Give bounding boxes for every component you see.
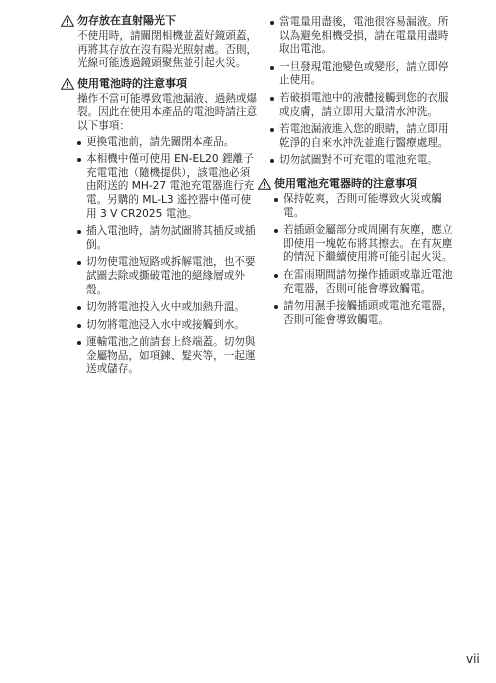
list-item: 在雷雨期間請勿操作插頭或靠近電池充電器，否則可能會導致觸電。 [274,269,458,296]
list-item: 當電量用盡後，電池很容易漏液。所以為避免相機受損，請在電量用盡時取出電池。 [270,16,458,57]
list-item: 插入電池時，請勿試圖將其插反或插倒。 [77,225,259,252]
page-number: vii [466,652,480,666]
list-item: 切勿使電池短路或拆解電池，也不要試圖去除或撕破電池的絕緣層或外殼。 [77,256,259,297]
list-item: 請勿用濕手接觸插頭或電池充電器，否則可能會導致觸電。 [274,300,458,327]
right-column [258,14,458,333]
heading-text: 使用電池時的注意事項 [77,76,187,90]
bullet-list [274,193,458,327]
list-item: 本相機中僅可使用 EN-EL20 鋰離子充電電池（隨機提供），該電池必須由附送的 MH-27 電池充電器進行充電。另購的 ML-L3 遙控器中僅可使用 3 V CR2025 電池。 [77,153,259,221]
heading-text: 勿存放在直射陽光下 [77,14,176,27]
warning-icon [258,178,271,190]
list-item: 若電池漏液進入您的眼睛，請立即用乾淨的自來水沖洗並進行醫療處理。 [270,123,458,150]
section-text: 不使用時，請關閉相機並蓋好鏡頭蓋，再將其存放在沒有陽光照射處。否則，光線可能透過鏡頭聚焦並引起火災。 [77,30,258,70]
warning-icon [61,15,74,27]
list-item: 若插頭金屬部分或周圍有灰塵，應立即使用一塊乾布將其擦去。在有灰塵的情況下繼續使用將可能引起火災。 [274,224,458,265]
list-item: 一旦發現電池變色或變形，請立即停止使用。 [270,61,458,88]
warning-icon [61,78,74,90]
section-heading [258,177,458,191]
list-item: 保持乾爽，否則可能導致火災或觸電。 [274,193,458,220]
list-item: 若破損電池中的液體接觸到您的衣服或皮膚，請立即用大量清水沖洗。 [270,92,458,119]
list-item: 運輸電池之前請套上終端蓋。切勿與金屬物品，如項鍊、髮夾等，一起運送或儲存。 [77,336,259,377]
list-item: 切勿將電池投入火中或加熱升溫。 [77,301,259,315]
left-column [61,14,259,383]
section-heading [61,77,259,91]
list-item: 切勿試圖對不可充電的電池充電。 [270,154,458,168]
section-charger-precautions [258,177,458,327]
bullet-list [77,136,259,378]
list-item: 切勿將電池浸入水中或接觸到水。 [77,319,259,333]
section-battery-precautions [61,77,259,377]
list-item: 更換電池前，請先關閉本產品。 [77,136,259,150]
section-heading [61,14,259,28]
section-text: 操作不當可能導致電池漏液、過熱或爆裂。因此在使用本產品的電池時請注意以下事項： [77,92,258,132]
bullet-list-continued [270,16,458,168]
section-direct-sunlight [61,14,259,71]
heading-text: 使用電池充電器時的注意事項 [274,176,417,190]
